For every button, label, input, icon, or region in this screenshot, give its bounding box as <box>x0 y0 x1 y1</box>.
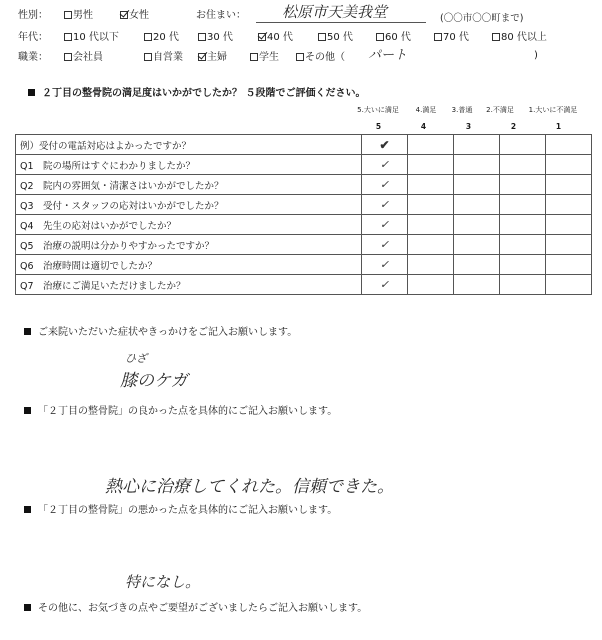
job-option-housewife[interactable]: 主婦 <box>198 48 227 63</box>
rating-cell-5[interactable]: ✓ <box>362 275 408 295</box>
rating-table <box>15 134 592 295</box>
scale-label-2: 2.不満足 <box>486 106 514 114</box>
rating-cell-2[interactable] <box>500 195 546 215</box>
rating-cell-4[interactable] <box>408 235 454 255</box>
other-comments-prompt: その他に、お気づきの点やご要望がございましたらご記入お願いします。 <box>24 599 367 614</box>
rating-cell-4[interactable] <box>408 135 454 155</box>
age-option-10s[interactable]: 10 代以下 <box>64 28 119 43</box>
column-number-1: 1 <box>555 122 562 131</box>
column-number-2: 2 <box>510 122 517 131</box>
rating-cell-1[interactable] <box>546 135 592 155</box>
checkbox-age-70s[interactable] <box>434 33 442 41</box>
checkbox-age-50s[interactable] <box>318 33 326 41</box>
job-option-employee[interactable]: 会社員 <box>64 48 103 63</box>
rating-cell-2[interactable] <box>500 255 546 275</box>
column-number-5: 5 <box>375 122 382 131</box>
rating-cell-2[interactable] <box>500 155 546 175</box>
rating-cell-5[interactable]: ✓ <box>362 255 408 275</box>
question-label: Q6 治療時間は適切でしたか？ <box>16 255 362 275</box>
reason-answer-ruby: ひざ <box>125 352 147 365</box>
age-option-40s[interactable]: 40 代 <box>258 28 293 43</box>
question-label: 例）受付の電話対応はよかったですか？ <box>16 135 362 155</box>
scale-label-3: 3.普通 <box>451 106 473 114</box>
rating-row <box>16 255 592 275</box>
checkbox-employee[interactable] <box>64 53 72 61</box>
rating-cell-2[interactable] <box>500 215 546 235</box>
rating-cell-2[interactable] <box>500 175 546 195</box>
rating-cell-5[interactable]: ✓ <box>362 195 408 215</box>
bullet-icon <box>24 328 31 335</box>
good-points-answer[interactable]: 熱心に治療してくれた。信頼できた。 <box>105 477 394 497</box>
age-option-80s[interactable]: 80 代以上 <box>492 28 547 43</box>
question-label: Q5 治療の説明は分かりやすかったですか？ <box>16 235 362 255</box>
rating-cell-4[interactable] <box>408 175 454 195</box>
bullet-icon <box>24 407 31 414</box>
gender-option-male[interactable]: 男性 <box>64 6 93 21</box>
question-label: Q3 受付・スタッフの応対はいかがでしたか？ <box>16 195 362 215</box>
bullet-icon <box>24 506 31 513</box>
reason-answer[interactable]: 膝のケガ <box>120 371 188 391</box>
rating-cell-4[interactable] <box>408 215 454 235</box>
age-option-20s[interactable]: 20 代 <box>144 28 179 43</box>
address-underline <box>256 22 426 23</box>
rating-cell-1[interactable] <box>546 155 592 175</box>
question-label: Q2 院内の雰囲気・清潔さはいかがでしたか？ <box>16 175 362 195</box>
checkbox-self-employed[interactable] <box>144 53 152 61</box>
rating-row <box>16 155 592 175</box>
column-number-3: 3 <box>465 122 472 131</box>
rating-cell-3[interactable] <box>454 255 500 275</box>
rating-row <box>16 275 592 295</box>
checkbox-age-60s[interactable] <box>376 33 384 41</box>
bullet-icon <box>28 89 35 96</box>
job-other-value[interactable]: パート <box>368 48 408 63</box>
rating-cell-5[interactable]: ✓ <box>362 175 408 195</box>
rating-cell-3[interactable] <box>454 275 500 295</box>
age-option-50s[interactable]: 50 代 <box>318 28 353 43</box>
job-option-other[interactable]: その他（ <box>296 48 345 63</box>
rating-cell-3[interactable] <box>454 135 500 155</box>
checkbox-housewife[interactable] <box>198 53 206 61</box>
rating-cell-3[interactable] <box>454 215 500 235</box>
question-label: Q7 治療にご満足いただけましたか？ <box>16 275 362 295</box>
rating-cell-2[interactable] <box>500 275 546 295</box>
rating-row <box>16 195 592 215</box>
rating-cell-3[interactable] <box>454 235 500 255</box>
age-option-70s[interactable]: 70 代 <box>434 28 469 43</box>
job-other-close-paren: ) <box>534 50 538 61</box>
rating-cell-5[interactable]: ✓ <box>362 155 408 175</box>
rating-cell-3[interactable] <box>454 195 500 215</box>
rating-cell-5[interactable]: ✔ <box>362 135 408 155</box>
gender-label: 性別： <box>18 10 48 21</box>
scale-label-5: 5.大いに満足 <box>357 106 399 114</box>
question-label: Q4 先生の応対はいかがでしたか？ <box>16 215 362 235</box>
rating-row <box>16 215 592 235</box>
survey-heading: ２丁目の整骨院の満足度はいかがでしたか？ ５段階でご評価ください。 <box>28 84 365 99</box>
rating-cell-5[interactable]: ✓ <box>362 235 408 255</box>
scale-label-1: 1.大いに不満足 <box>528 106 578 114</box>
address-hint: (〇〇市〇〇町まで) <box>440 13 524 24</box>
rating-cell-3[interactable] <box>454 155 500 175</box>
checkbox-student[interactable] <box>250 53 258 61</box>
bad-points-prompt: 「２丁目の整骨院」の悪かった点を具体的にご記入お願いします。 <box>24 501 337 516</box>
rating-row <box>16 175 592 195</box>
rating-cell-4[interactable] <box>408 255 454 275</box>
rating-row <box>16 135 592 155</box>
checkbox-age-40s[interactable] <box>258 33 266 41</box>
rating-cell-1[interactable] <box>546 215 592 235</box>
rating-cell-1[interactable] <box>546 175 592 195</box>
bad-points-answer[interactable]: 特になし。 <box>125 573 201 591</box>
checkbox-age-20s[interactable] <box>144 33 152 41</box>
job-option-self-employed[interactable]: 自営業 <box>144 48 183 63</box>
rating-cell-1[interactable] <box>546 235 592 255</box>
rating-cell-1[interactable] <box>546 195 592 215</box>
scale-label-4: 4.満足 <box>415 106 437 114</box>
column-number-4: 4 <box>420 122 427 131</box>
address-label: お住まい： <box>196 10 246 21</box>
checkbox-age-30s[interactable] <box>198 33 206 41</box>
rating-cell-2[interactable] <box>500 135 546 155</box>
rating-cell-5[interactable]: ✓ <box>362 215 408 235</box>
question-label: Q1 院の場所はすぐにわかりましたか？ <box>16 155 362 175</box>
address-value[interactable]: 松原市天美我堂 <box>282 3 388 21</box>
rating-cell-1[interactable] <box>546 255 592 275</box>
rating-cell-3[interactable] <box>454 175 500 195</box>
job-label: 職業： <box>18 52 48 63</box>
gender-option-female[interactable]: 女性 <box>120 6 149 21</box>
checkbox-other[interactable] <box>296 53 304 61</box>
good-points-prompt: 「２丁目の整骨院」の良かった点を具体的にご記入お願いします。 <box>24 402 337 417</box>
rating-cell-2[interactable] <box>500 235 546 255</box>
age-option-30s[interactable]: 30 代 <box>198 28 233 43</box>
checkbox-male[interactable] <box>64 11 72 19</box>
rating-cell-4[interactable] <box>408 275 454 295</box>
checkbox-age-10s[interactable] <box>64 33 72 41</box>
age-option-60s[interactable]: 60 代 <box>376 28 411 43</box>
age-label: 年代： <box>18 32 48 43</box>
checkbox-age-80s[interactable] <box>492 33 500 41</box>
checkbox-female[interactable] <box>120 11 128 19</box>
rating-cell-4[interactable] <box>408 195 454 215</box>
rating-cell-1[interactable] <box>546 275 592 295</box>
bullet-icon <box>24 604 31 611</box>
job-option-student[interactable]: 学生 <box>250 48 279 63</box>
reason-prompt: ご来院いただいた症状やきっかけをご記入お願いします。 <box>24 323 297 338</box>
rating-row <box>16 235 592 255</box>
rating-cell-4[interactable] <box>408 155 454 175</box>
